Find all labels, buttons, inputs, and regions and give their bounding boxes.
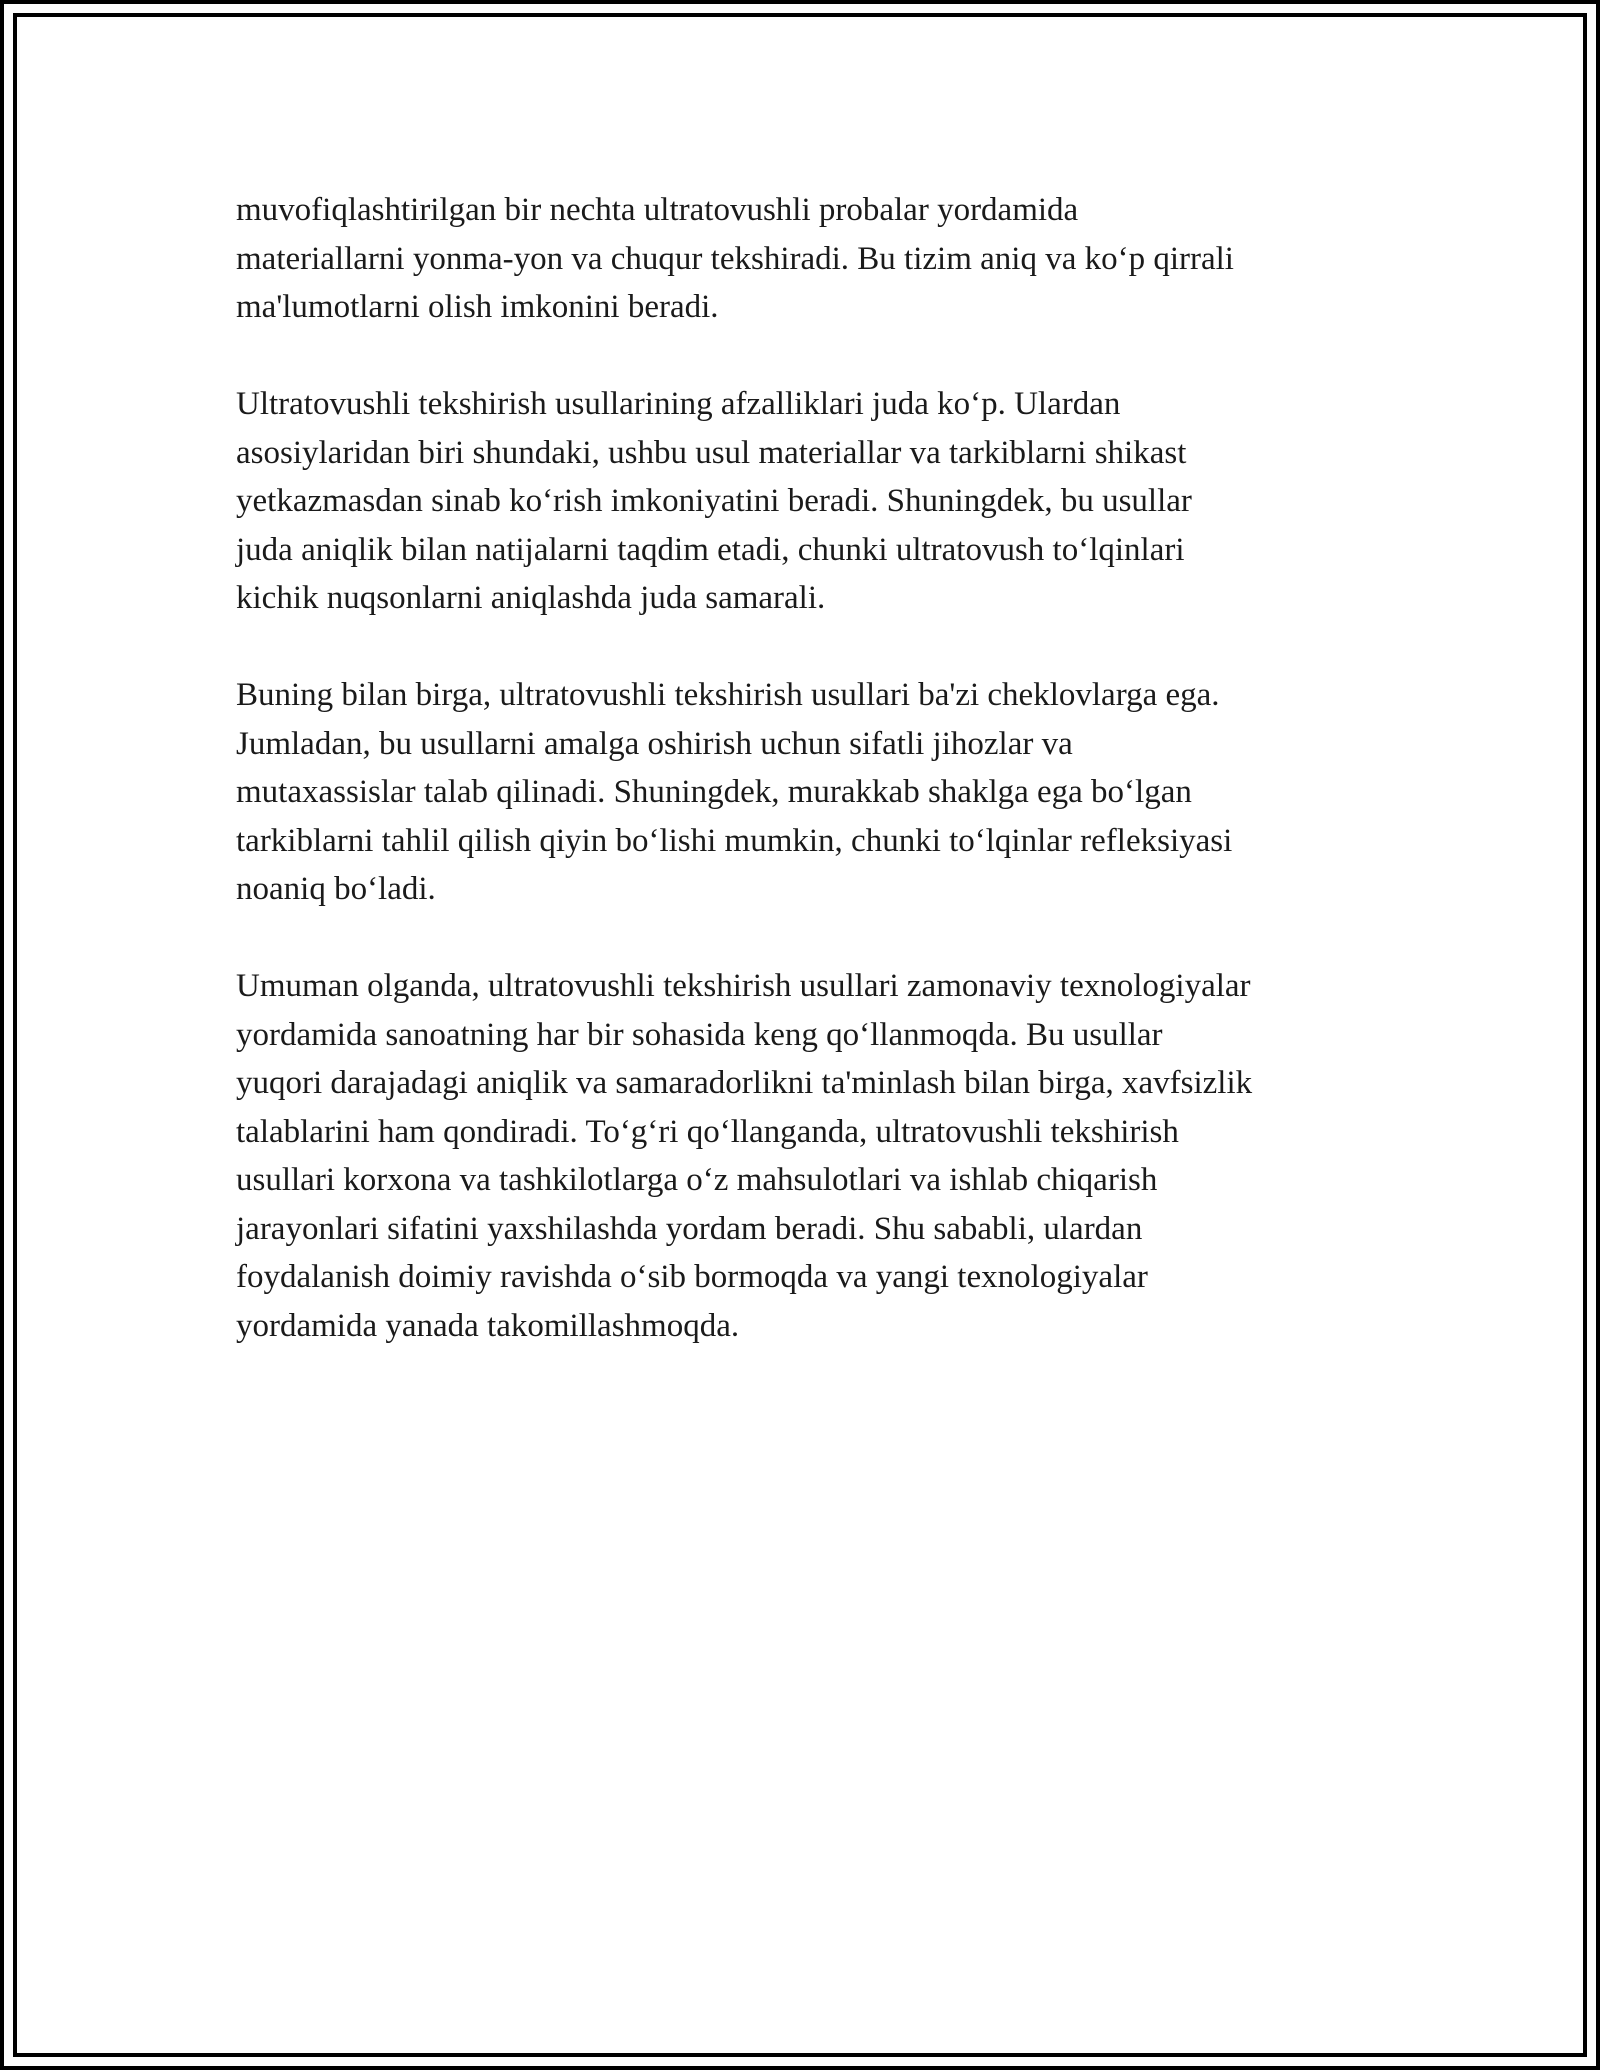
text-line: materiallarni yonma-yon va chuqur tekshiradi. Bu tizim aniq va ko‘p qirrali xyxy=(236,240,1234,277)
text-line: asosiylaridan biri shundaki, ushbu usul materiallar va tarkiblarni shikast xyxy=(236,434,1187,471)
text-line: yuqori darajadagi aniqlik va samaradorlikni ta'minlash bilan birga, xavfsizlik xyxy=(236,1065,1253,1101)
text-line: talablarini ham qondiradi. To‘g‘ri qo‘llanganda, ultratovushli tekshirish xyxy=(236,1113,1179,1150)
text-line: mutaxassislar talab qilinadi. Shuningdek, murakkab shaklga ega bo‘lgan xyxy=(236,774,1192,810)
paragraph-4 xyxy=(236,962,1416,1350)
text-line: tarkiblarni tahlil qilish qiyin bo‘lishi mumkin, chunki to‘lqinlar refleksiyasi xyxy=(236,822,1233,859)
text-line: juda aniqlik bilan natijalarni taqdim etadi, chunki ultratovush to‘lqinlari xyxy=(236,531,1185,568)
text-line: Ultratovushli tekshirish usullarining afzalliklari juda ko‘p. Ulardan xyxy=(236,386,1121,422)
text-line: jarayonlari sifatini yaxshilashda yordam beradi. Shu sababli, ulardan xyxy=(236,1210,1143,1247)
paragraph-1 xyxy=(236,186,1416,332)
text-line: Buning bilan birga, ultratovushli tekshirish usullari ba'zi cheklovlarga ega. xyxy=(236,677,1220,713)
text-line: yetkazmasdan sinab ko‘rish imkoniyatini beradi. Shuningdek, bu usullar xyxy=(236,483,1192,519)
text-line: ma'lumotlarni olish imkonini beradi. xyxy=(236,289,719,325)
text-line: foydalanish doimiy ravishda o‘sib bormoqda va yangi texnologiyalar xyxy=(236,1259,1148,1295)
text-line: yordamida sanoatning har bir sohasida keng qo‘llanmoqda. Bu usullar xyxy=(236,1016,1163,1053)
paragraph-2 xyxy=(236,380,1416,623)
text-line: yordamida yanada takomillashmoqda. xyxy=(236,1307,740,1344)
text-line: usullari korxona va tashkilotlarga o‘z mahsulotlari va ishlab chiqarish xyxy=(236,1162,1158,1198)
text-line: kichik nuqsonlarni aniqlashda juda samarali. xyxy=(236,580,826,616)
text-line: muvofiqlashtirilgan bir nechta ultratovushli probalar yordamida xyxy=(236,192,1079,228)
text-line: Umuman olganda, ultratovushli tekshirish usullari zamonaviy texnologiyalar xyxy=(236,968,1251,1004)
document-body xyxy=(236,186,1416,1399)
text-line: noaniq bo‘ladi. xyxy=(236,871,436,907)
text-line: Jumladan, bu usullarni amalga oshirish uchun sifatli jihozlar va xyxy=(236,725,1073,762)
paragraph-3 xyxy=(236,671,1416,914)
